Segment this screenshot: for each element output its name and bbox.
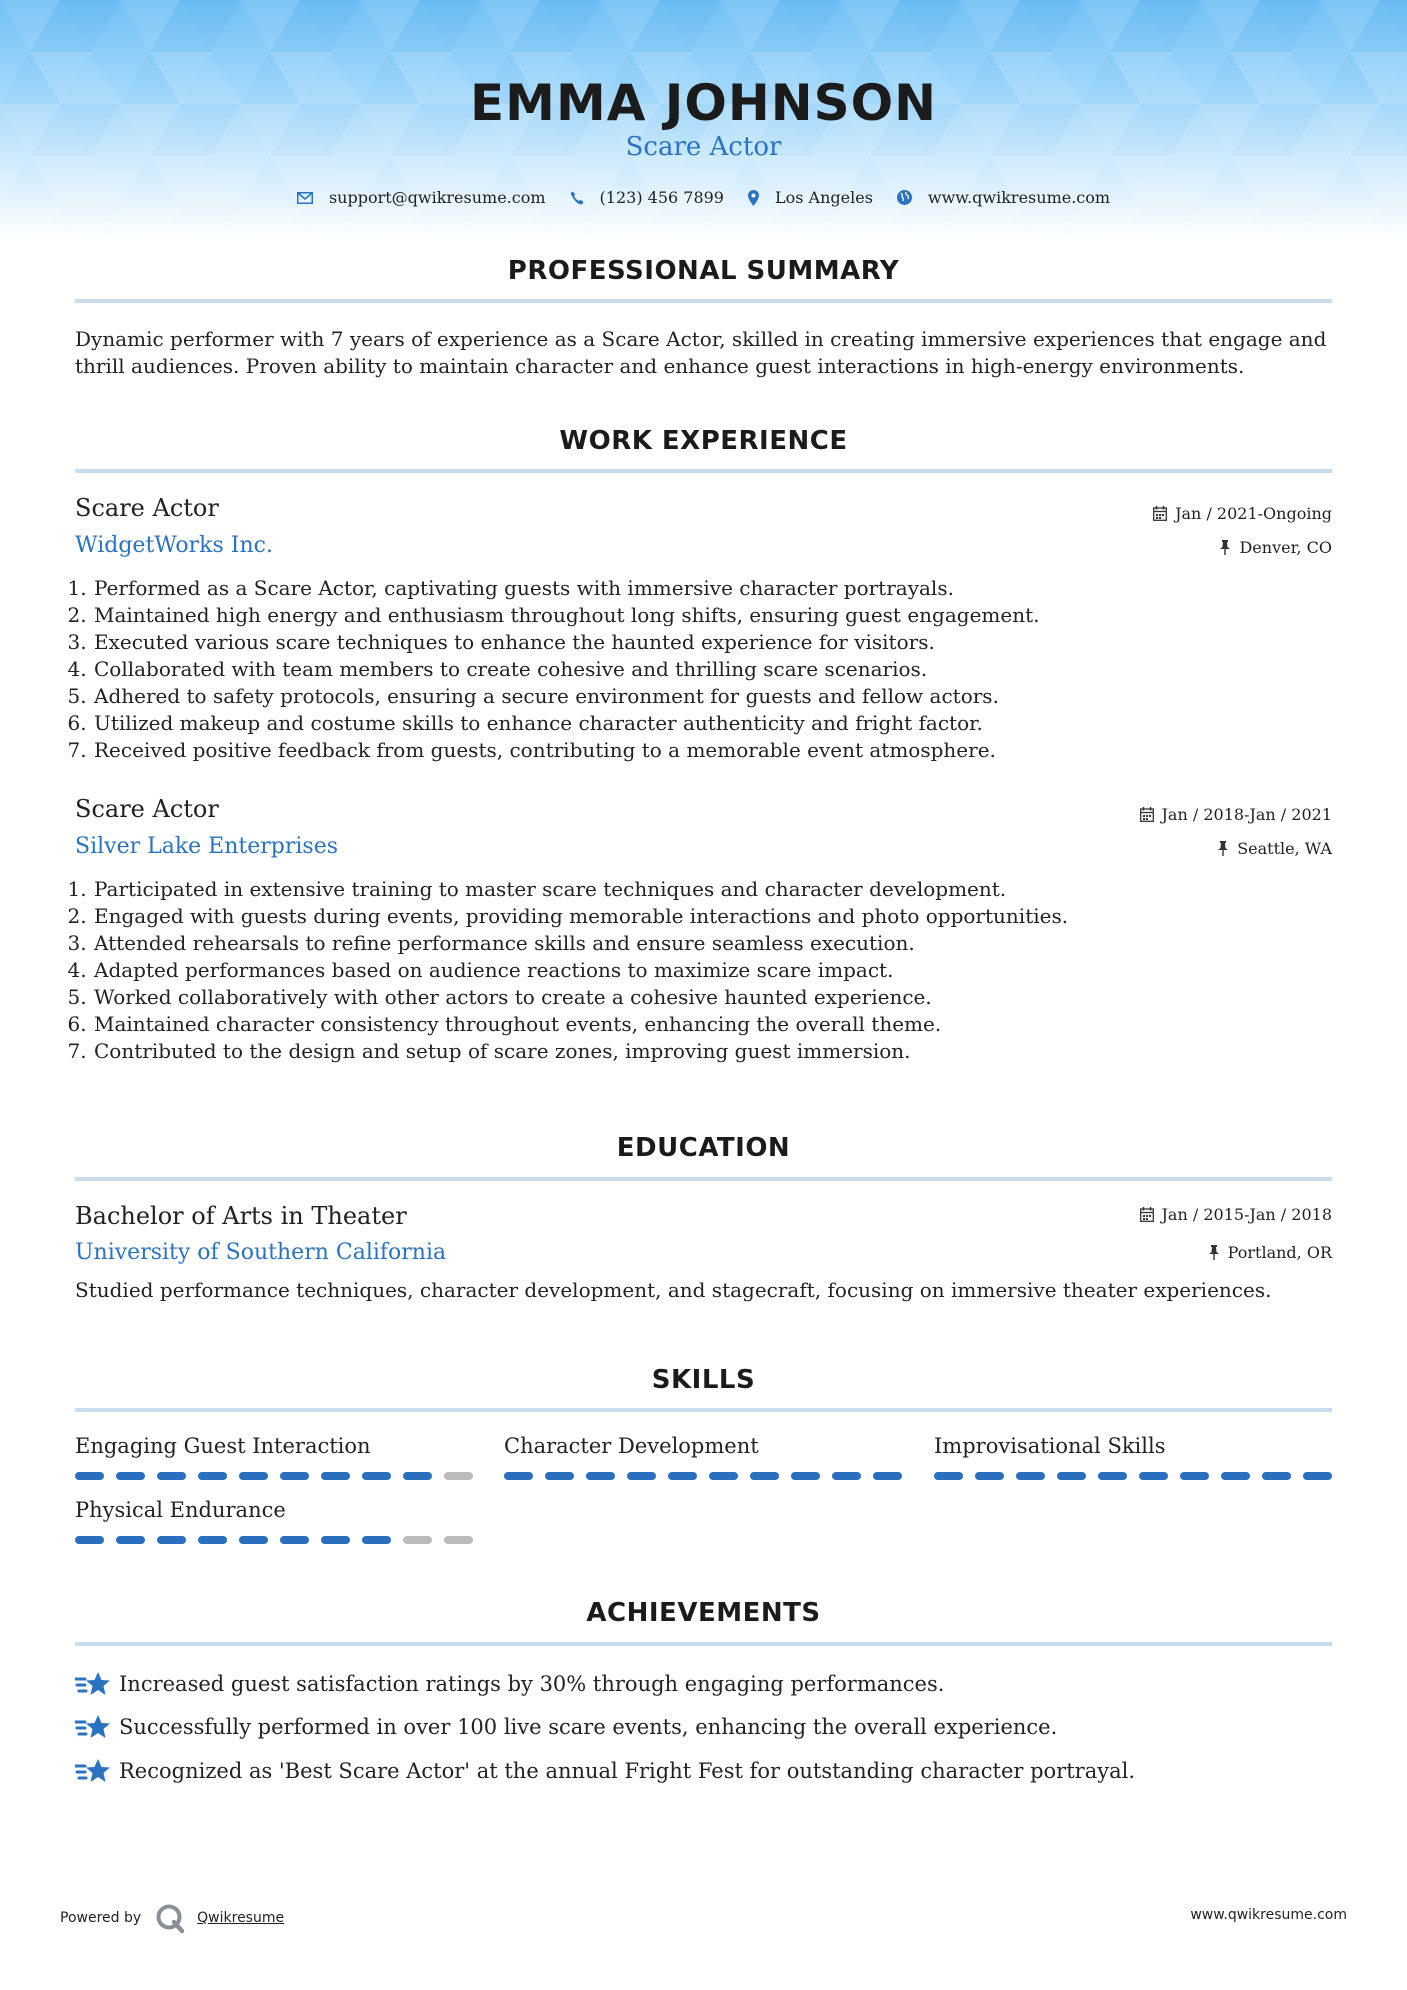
location-text: Los Angeles bbox=[774, 188, 873, 207]
job-duties-list bbox=[75, 876, 1350, 1065]
duty-item: 2. Maintained high energy and enthusiasm throughout long shifts, ensuring guest engagement. bbox=[93, 602, 1350, 629]
achievement-text: Increased guest satisfaction ratings by 30% through engaging performances. bbox=[119, 1672, 945, 1696]
skill-dash-filled bbox=[321, 1536, 350, 1544]
envelope-icon bbox=[297, 192, 313, 204]
calendar-icon bbox=[1140, 1207, 1154, 1222]
summary-heading: PROFESSIONAL SUMMARY bbox=[507, 256, 900, 286]
star-icon bbox=[75, 1757, 111, 1785]
skill-dash-filled bbox=[1180, 1472, 1209, 1480]
job-title: Scare Actor bbox=[75, 494, 219, 522]
map-pin-icon bbox=[748, 190, 759, 206]
skill-dash-filled bbox=[116, 1536, 145, 1544]
skill-dash-filled bbox=[280, 1536, 309, 1544]
skill-name: Physical Endurance bbox=[75, 1498, 286, 1522]
duty-item: 1. Performed as a Scare Actor, captivating guests with immersive character portrayals. bbox=[93, 575, 1350, 602]
duty-item: 6. Maintained character consistency throughout events, enhancing the overall theme. bbox=[93, 1011, 1350, 1038]
contact-bar bbox=[0, 188, 1407, 207]
job-title: Scare Actor bbox=[75, 795, 219, 823]
skill-dash-filled bbox=[791, 1472, 820, 1480]
skill-dash-filled bbox=[627, 1472, 656, 1480]
skill-dash-filled bbox=[1098, 1472, 1127, 1480]
globe-icon bbox=[897, 190, 912, 205]
qwikresume-link[interactable]: Qwikresume bbox=[197, 1910, 285, 1926]
job-dates-text: Jan / 2021-Ongoing bbox=[1175, 504, 1332, 523]
star-icon bbox=[75, 1713, 111, 1741]
skill-dash-filled bbox=[280, 1472, 309, 1480]
footer-website[interactable]: www.qwikresume.com bbox=[1190, 1907, 1347, 1923]
skill-dash-filled bbox=[1016, 1472, 1045, 1480]
education-degree: Bachelor of Arts in Theater bbox=[75, 1202, 407, 1230]
job-location-text: Denver, CO bbox=[1239, 538, 1332, 557]
summary-divider bbox=[75, 299, 1332, 303]
duty-item: 4. Adapted performances based on audience reactions to maximize scare impact. bbox=[93, 957, 1350, 984]
skill-name: Character Development bbox=[504, 1434, 759, 1458]
experience-divider bbox=[75, 469, 1332, 473]
powered-by-label: Powered by bbox=[60, 1910, 142, 1926]
skill-name: Improvisational Skills bbox=[934, 1434, 1166, 1458]
skills-divider bbox=[75, 1408, 1332, 1412]
skill-dash-filled bbox=[239, 1472, 268, 1480]
skill-dash-filled bbox=[362, 1472, 391, 1480]
achievement-text: Recognized as 'Best Scare Actor' at the annual Fright Fest for outstanding character portrayal. bbox=[119, 1759, 1135, 1783]
calendar-icon bbox=[1140, 807, 1154, 822]
website-text: www.qwikresume.com bbox=[927, 188, 1111, 207]
skill-dash-filled bbox=[934, 1472, 963, 1480]
skill-dash-filled bbox=[1221, 1472, 1250, 1480]
skill-dash-filled bbox=[239, 1536, 268, 1544]
footer-powered-by bbox=[60, 1903, 284, 1933]
skill-dash-empty bbox=[444, 1536, 473, 1544]
skill-dash-filled bbox=[668, 1472, 697, 1480]
calendar-icon bbox=[1153, 506, 1167, 521]
skill-dash-filled bbox=[1139, 1472, 1168, 1480]
skill-meter bbox=[934, 1472, 1332, 1480]
skill-dash-filled bbox=[116, 1472, 145, 1480]
duty-item: 5. Worked collaboratively with other actors to create a cohesive haunted experience. bbox=[93, 984, 1350, 1011]
achievement-item bbox=[75, 1670, 944, 1698]
duty-item: 2. Engaged with guests during events, providing memorable interactions and photo opportunities. bbox=[93, 903, 1350, 930]
achievement-text: Successfully performed in over 100 live scare events, enhancing the overall experience. bbox=[119, 1715, 1058, 1739]
experience-heading: WORK EXPERIENCE bbox=[559, 426, 848, 456]
job-dates bbox=[1140, 805, 1332, 824]
pushpin-icon bbox=[1219, 540, 1231, 555]
education-dates-text: Jan / 2015-Jan / 2018 bbox=[1161, 1205, 1332, 1224]
education-dates bbox=[1140, 1205, 1332, 1224]
skill-dash-filled bbox=[832, 1472, 861, 1480]
email-text: support@qwikresume.com bbox=[328, 188, 546, 207]
skill-dash-filled bbox=[1303, 1472, 1332, 1480]
job-location bbox=[1219, 538, 1332, 557]
achievements-heading: ACHIEVEMENTS bbox=[586, 1598, 821, 1628]
skill-meter bbox=[504, 1472, 902, 1480]
skill-dash-filled bbox=[198, 1536, 227, 1544]
star-icon bbox=[75, 1670, 111, 1698]
skill-dash-filled bbox=[709, 1472, 738, 1480]
pushpin-icon bbox=[1217, 841, 1229, 856]
duty-item: 1. Participated in extensive training to master scare techniques and character development. bbox=[93, 876, 1350, 903]
duty-item: 6. Utilized makeup and costume skills to enhance character authenticity and fright factor. bbox=[93, 710, 1350, 737]
job-location bbox=[1217, 839, 1332, 858]
skill-dash-filled bbox=[157, 1536, 186, 1544]
skill-dash-filled bbox=[362, 1536, 391, 1544]
skill-dash-filled bbox=[75, 1472, 104, 1480]
education-heading: EDUCATION bbox=[616, 1133, 791, 1163]
job-company: WidgetWorks Inc. bbox=[75, 533, 273, 558]
phone-text: (123) 456 7899 bbox=[599, 188, 724, 207]
achievements-divider bbox=[75, 1642, 1332, 1646]
candidate-name: EMMA JOHNSON bbox=[470, 74, 937, 132]
job-duties-list bbox=[75, 575, 1350, 764]
qwikresume-logo-icon bbox=[155, 1903, 185, 1933]
skills-heading: SKILLS bbox=[651, 1365, 756, 1395]
duty-item: 3. Executed various scare techniques to enhance the haunted experience for visitors. bbox=[93, 629, 1350, 656]
skill-dash-filled bbox=[873, 1472, 902, 1480]
duty-item: 4. Collaborated with team members to create cohesive and thrilling scare scenarios. bbox=[93, 656, 1350, 683]
education-location-text: Portland, OR bbox=[1227, 1243, 1332, 1262]
skill-dash-filled bbox=[750, 1472, 779, 1480]
duty-item: 3. Attended rehearsals to refine performance skills and ensure seamless execution. bbox=[93, 930, 1350, 957]
skill-dash-filled bbox=[198, 1472, 227, 1480]
education-location bbox=[1208, 1243, 1332, 1262]
candidate-role: Scare Actor bbox=[625, 132, 782, 162]
duty-item: 7. Received positive feedback from guests, contributing to a memorable event atmosphere. bbox=[93, 737, 1350, 764]
skill-dash-filled bbox=[403, 1472, 432, 1480]
duty-item: 5. Adhered to safety protocols, ensuring a secure environment for guests and fellow actors. bbox=[93, 683, 1350, 710]
contact-email[interactable] bbox=[297, 188, 546, 207]
job-company: Silver Lake Enterprises bbox=[75, 834, 339, 859]
job-dates bbox=[1153, 504, 1332, 523]
skill-meter bbox=[75, 1536, 473, 1544]
skill-dash-filled bbox=[504, 1472, 533, 1480]
contact-location bbox=[748, 188, 873, 207]
skill-dash-filled bbox=[545, 1472, 574, 1480]
contact-phone[interactable] bbox=[570, 188, 724, 207]
skill-dash-filled bbox=[75, 1536, 104, 1544]
education-school: University of Southern California bbox=[75, 1240, 447, 1265]
skill-dash-filled bbox=[586, 1472, 615, 1480]
job-dates-text: Jan / 2018-Jan / 2021 bbox=[1161, 805, 1332, 824]
skill-dash-filled bbox=[321, 1472, 350, 1480]
contact-website[interactable] bbox=[897, 188, 1110, 207]
skill-dash-filled bbox=[157, 1472, 186, 1480]
education-divider bbox=[75, 1177, 1332, 1181]
job-location-text: Seattle, WA bbox=[1237, 839, 1332, 858]
pushpin-icon bbox=[1208, 1245, 1220, 1260]
skill-dash-empty bbox=[403, 1536, 432, 1544]
skill-meter bbox=[75, 1472, 473, 1480]
education-description: Studied performance techniques, character development, and stagecraft, focusing on immersive theater experiences. bbox=[75, 1278, 1272, 1302]
summary-text: Dynamic performer with 7 years of experience as a Scare Actor, skilled in creating immersive experiences that engage and thrill audiences. Proven ability to maintain character and enhance guest interactions in high-energy environments. bbox=[75, 327, 1327, 378]
skill-dash-filled bbox=[1262, 1472, 1291, 1480]
achievement-item bbox=[75, 1713, 1057, 1741]
phone-icon bbox=[570, 191, 584, 205]
skill-dash-filled bbox=[975, 1472, 1004, 1480]
skill-dash-filled bbox=[1057, 1472, 1086, 1480]
skill-name: Engaging Guest Interaction bbox=[75, 1434, 371, 1458]
duty-item: 7. Contributed to the design and setup of scare zones, improving guest immersion. bbox=[93, 1038, 1350, 1065]
skill-dash-empty bbox=[444, 1472, 473, 1480]
achievement-item bbox=[75, 1757, 1135, 1785]
